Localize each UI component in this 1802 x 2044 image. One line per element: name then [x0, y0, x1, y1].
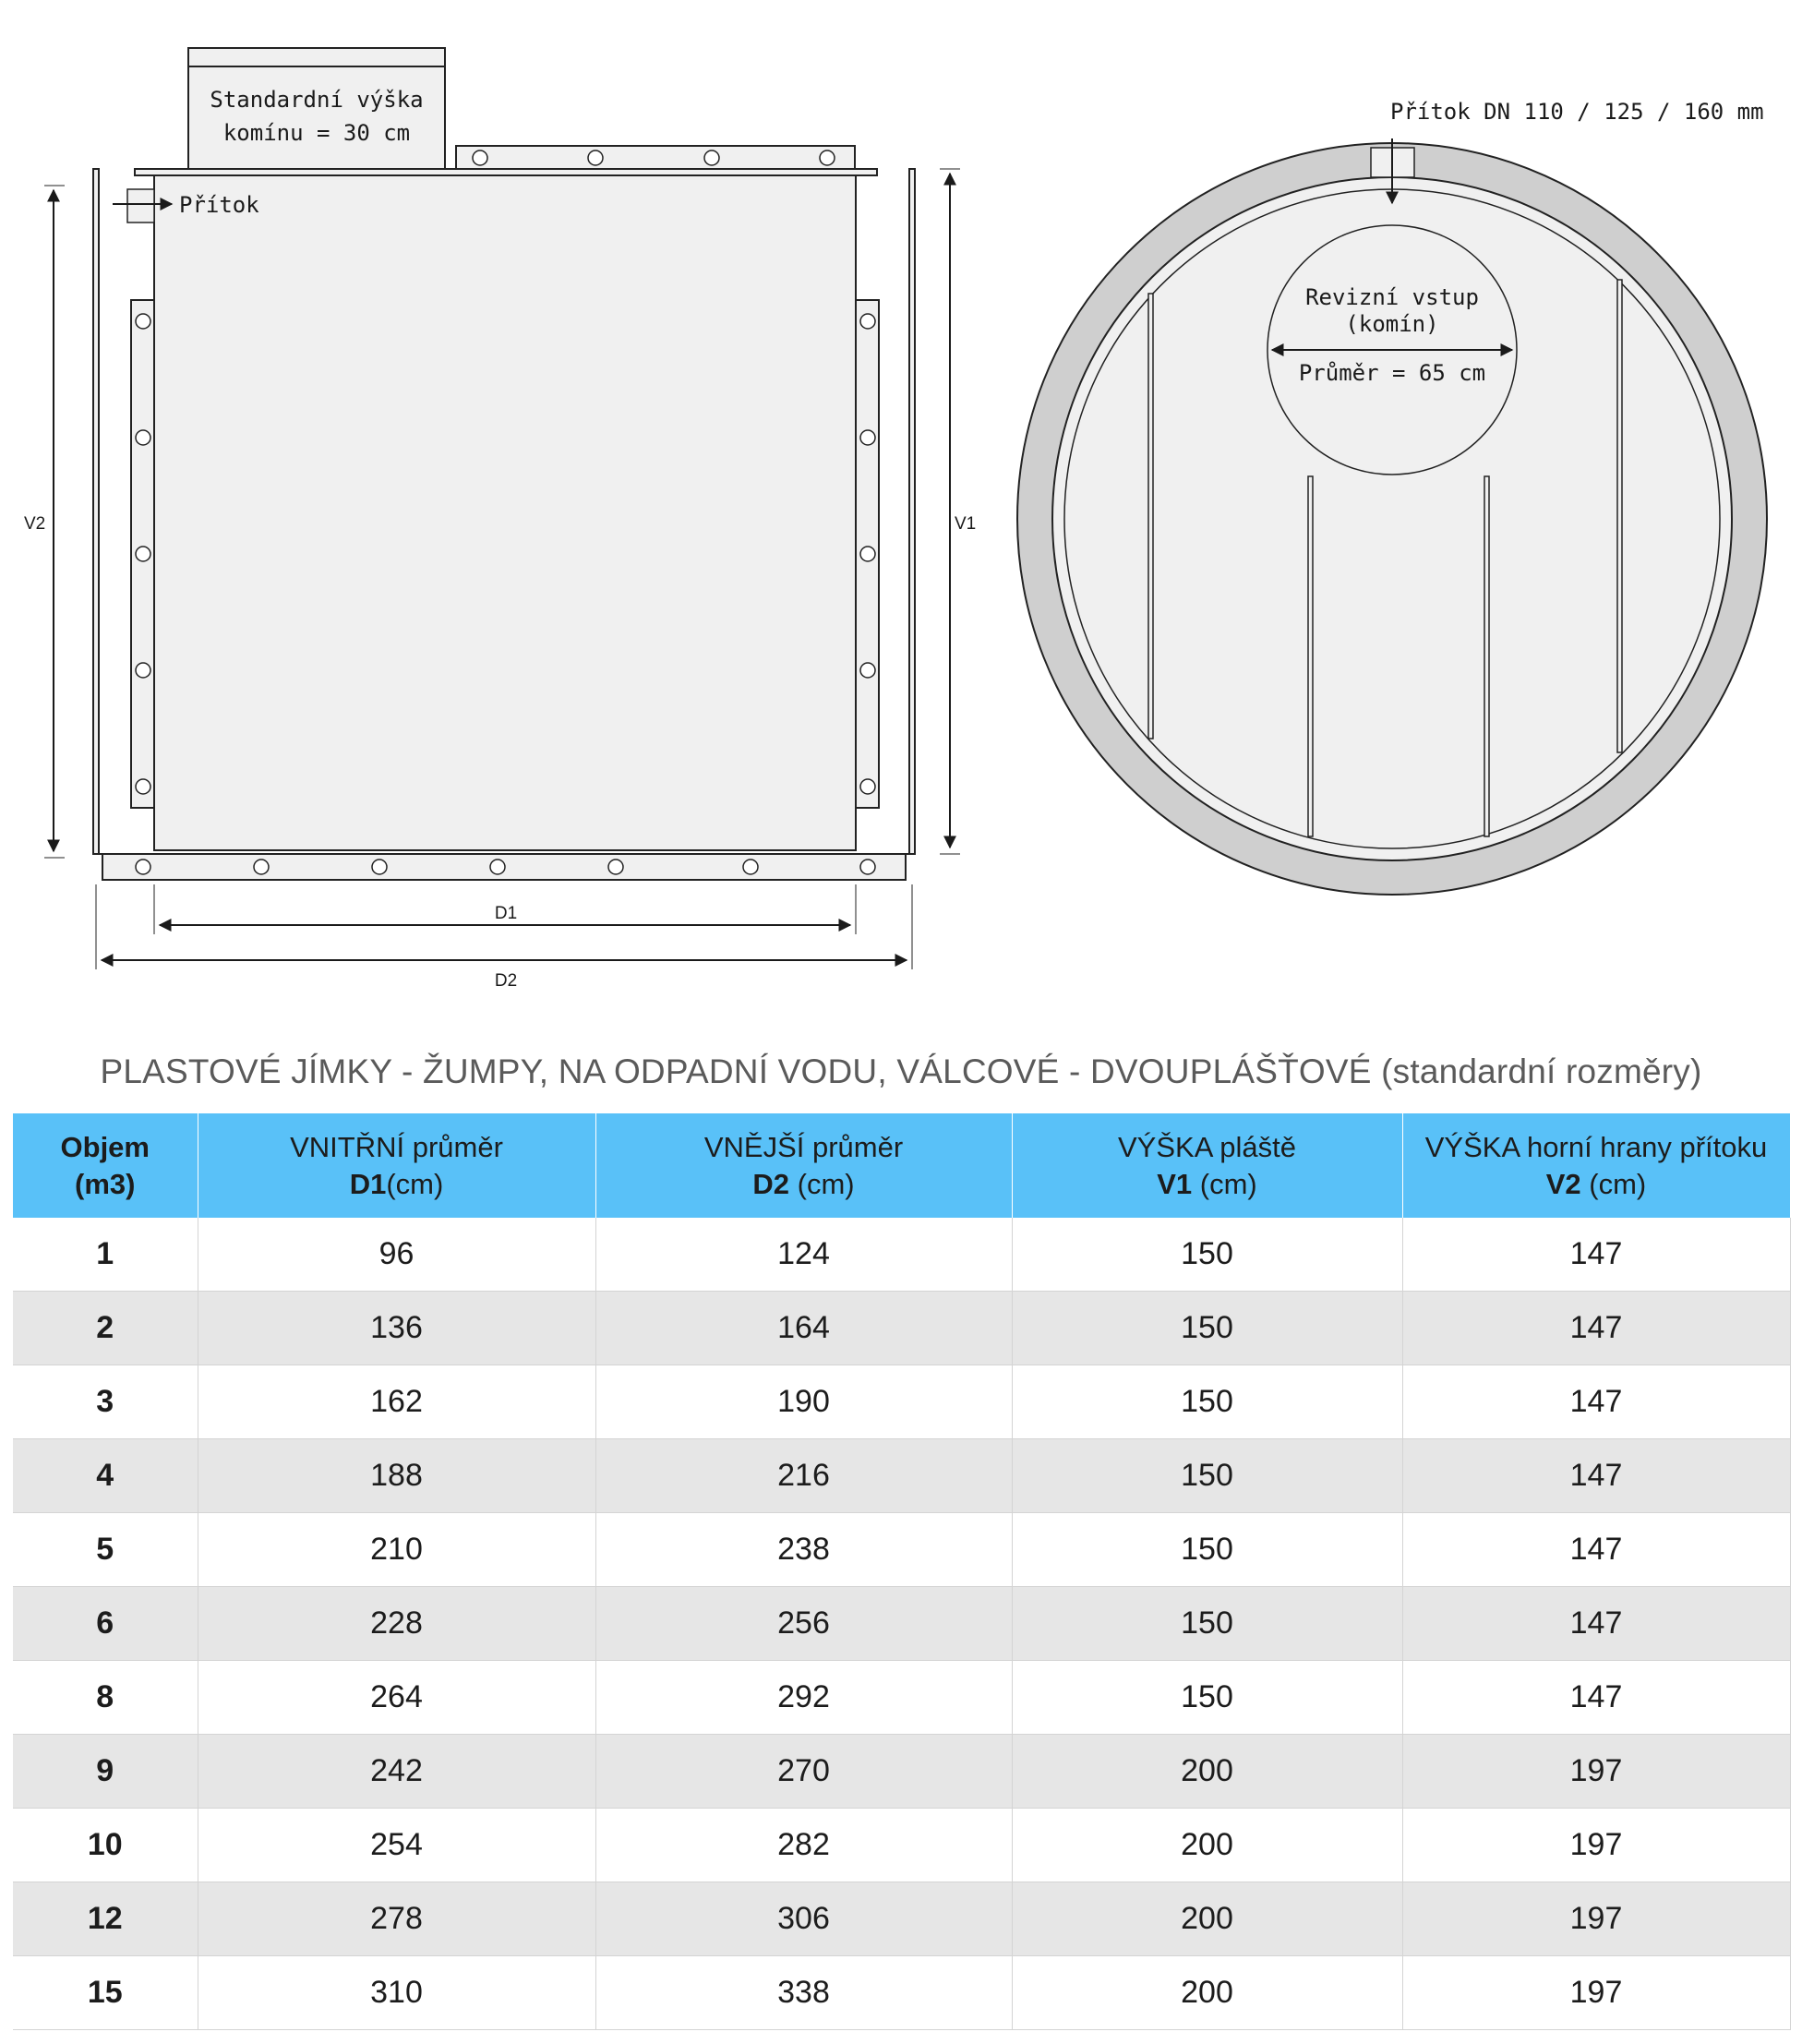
table-cell: 12	[13, 1882, 198, 1956]
table-row	[13, 1513, 1790, 1587]
table-row	[13, 1661, 1790, 1735]
table-cell: 264	[198, 1661, 595, 1735]
header-symbol: V1	[1157, 1167, 1193, 1200]
table-cell: 238	[595, 1513, 1012, 1587]
table-cell: 136	[198, 1292, 595, 1365]
d2-label: D2	[494, 971, 518, 991]
column-header-4	[1402, 1113, 1790, 1218]
table-cell: 147	[1402, 1587, 1790, 1661]
table-cell: 164	[595, 1292, 1012, 1365]
table-row	[13, 1956, 1790, 2030]
table-cell: 306	[595, 1882, 1012, 1956]
column-header-2	[595, 1113, 1012, 1218]
d1-label: D1	[494, 904, 518, 923]
table-cell: 147	[1402, 1439, 1790, 1513]
table-cell: 292	[595, 1661, 1012, 1735]
table-cell: 254	[198, 1809, 595, 1882]
table-cell: 150	[1012, 1661, 1402, 1735]
table-cell: 1	[13, 1218, 198, 1292]
floor-rib-3	[1484, 476, 1489, 836]
table-cell: 9	[13, 1735, 198, 1809]
top-plate	[135, 169, 877, 175]
side-view	[24, 48, 976, 991]
header-unit: (cm)	[1580, 1167, 1647, 1200]
table-cell: 150	[1012, 1365, 1402, 1439]
table-cell: 282	[595, 1809, 1012, 1882]
header-symbol: V2	[1545, 1167, 1581, 1200]
header-line1: VNĚJŠÍ průměr	[703, 1130, 904, 1163]
table-cell: 150	[1012, 1513, 1402, 1587]
table-cell: 197	[1402, 1735, 1790, 1809]
table-row	[13, 1218, 1790, 1292]
table-cell: 242	[198, 1735, 595, 1809]
floor-rib-2	[1308, 476, 1313, 836]
table-cell: 147	[1402, 1292, 1790, 1365]
inner-tank	[154, 175, 856, 850]
header-line1: Objem	[60, 1130, 150, 1163]
chimney-label-line1: Standardní výška	[210, 87, 424, 113]
v1-label: V1	[955, 514, 977, 534]
table-cell: 310	[198, 1956, 595, 2030]
header-symbol: (m3)	[75, 1167, 136, 1200]
table-cell: 8	[13, 1661, 198, 1735]
table-row	[13, 1292, 1790, 1365]
table-row	[13, 1735, 1790, 1809]
column-header-0	[13, 1113, 198, 1218]
table-cell: 197	[1402, 1882, 1790, 1956]
table-cell: 200	[1012, 1956, 1402, 2030]
column-header-1	[198, 1113, 595, 1218]
table-cell: 10	[13, 1809, 198, 1882]
table-cell: 150	[1012, 1439, 1402, 1513]
table-cell: 188	[198, 1439, 595, 1513]
table-cell: 200	[1012, 1809, 1402, 1882]
header-unit: (cm)	[789, 1167, 855, 1200]
table-cell: 150	[1012, 1218, 1402, 1292]
top-inflow-label: Přítok DN 110 / 125 / 160 mm	[1390, 99, 1764, 125]
table-cell: 150	[1012, 1292, 1402, 1365]
floor-rib-1	[1148, 294, 1153, 739]
table-cell: 147	[1402, 1365, 1790, 1439]
table-cell: 338	[595, 1956, 1012, 2030]
top-rib	[456, 146, 855, 169]
manhole-label-line2: (komín)	[1345, 311, 1439, 337]
table-row	[13, 1587, 1790, 1661]
table-cell: 197	[1402, 1956, 1790, 2030]
header-unit: (cm)	[386, 1167, 444, 1200]
table-cell: 3	[13, 1365, 198, 1439]
header-line1: VNITŘNÍ průměr	[290, 1130, 503, 1163]
header-unit: (cm)	[1192, 1167, 1257, 1200]
header-line1: VÝŠKA horní hrany přítoku	[1424, 1130, 1768, 1163]
table-cell: 2	[13, 1292, 198, 1365]
header-line1: VÝŠKA pláště	[1117, 1130, 1296, 1163]
table-cell: 200	[1012, 1882, 1402, 1956]
outer-wall-left	[93, 169, 99, 854]
column-header-3	[1012, 1113, 1402, 1218]
table-cell: 162	[198, 1365, 595, 1439]
top-view	[1017, 99, 1767, 895]
table-cell: 278	[198, 1882, 595, 1956]
table-row	[13, 1365, 1790, 1439]
table-cell: 124	[595, 1218, 1012, 1292]
header-symbol: D1	[349, 1167, 387, 1200]
table-row	[13, 1439, 1790, 1513]
table-row	[13, 1882, 1790, 1956]
dimensions-table	[13, 1113, 1791, 2030]
table-cell: 147	[1402, 1661, 1790, 1735]
table-cell: 6	[13, 1587, 198, 1661]
table-cell: 200	[1012, 1735, 1402, 1809]
table-cell: 150	[1012, 1587, 1402, 1661]
table-cell: 216	[595, 1439, 1012, 1513]
table-cell: 228	[198, 1587, 595, 1661]
side-inflow-label: Přítok	[179, 192, 259, 218]
floor-rib-4	[1617, 280, 1622, 752]
table-cell: 147	[1402, 1218, 1790, 1292]
header-symbol: D2	[752, 1167, 790, 1200]
table-header-row	[13, 1113, 1790, 1218]
manhole-label-line1: Revizní vstup	[1305, 284, 1479, 310]
page-title: PLASTOVÉ JÍMKY - ŽUMPY, NA ODPADNÍ VODU, VÁLCOVÉ - DVOUPLÁŠŤOVÉ (standardní rozměry)	[100, 1052, 1702, 1090]
manhole-diameter-label: Průměr = 65 cm	[1298, 360, 1486, 386]
table-cell: 270	[595, 1735, 1012, 1809]
table-cell: 210	[198, 1513, 595, 1587]
table-cell: 190	[595, 1365, 1012, 1439]
table-cell: 197	[1402, 1809, 1790, 1882]
outer-wall-right	[909, 169, 915, 854]
table-cell: 4	[13, 1439, 198, 1513]
table-cell: 5	[13, 1513, 198, 1587]
table-body	[13, 1218, 1790, 2030]
table-row	[13, 1809, 1790, 1882]
inflow-pipe	[127, 189, 154, 222]
table-cell: 15	[13, 1956, 198, 2030]
table-cell: 96	[198, 1218, 595, 1292]
v2-label: V2	[24, 514, 46, 534]
table-cell: 147	[1402, 1513, 1790, 1587]
table-cell: 256	[595, 1587, 1012, 1661]
chimney-label-line2: komínu = 30 cm	[222, 120, 411, 146]
